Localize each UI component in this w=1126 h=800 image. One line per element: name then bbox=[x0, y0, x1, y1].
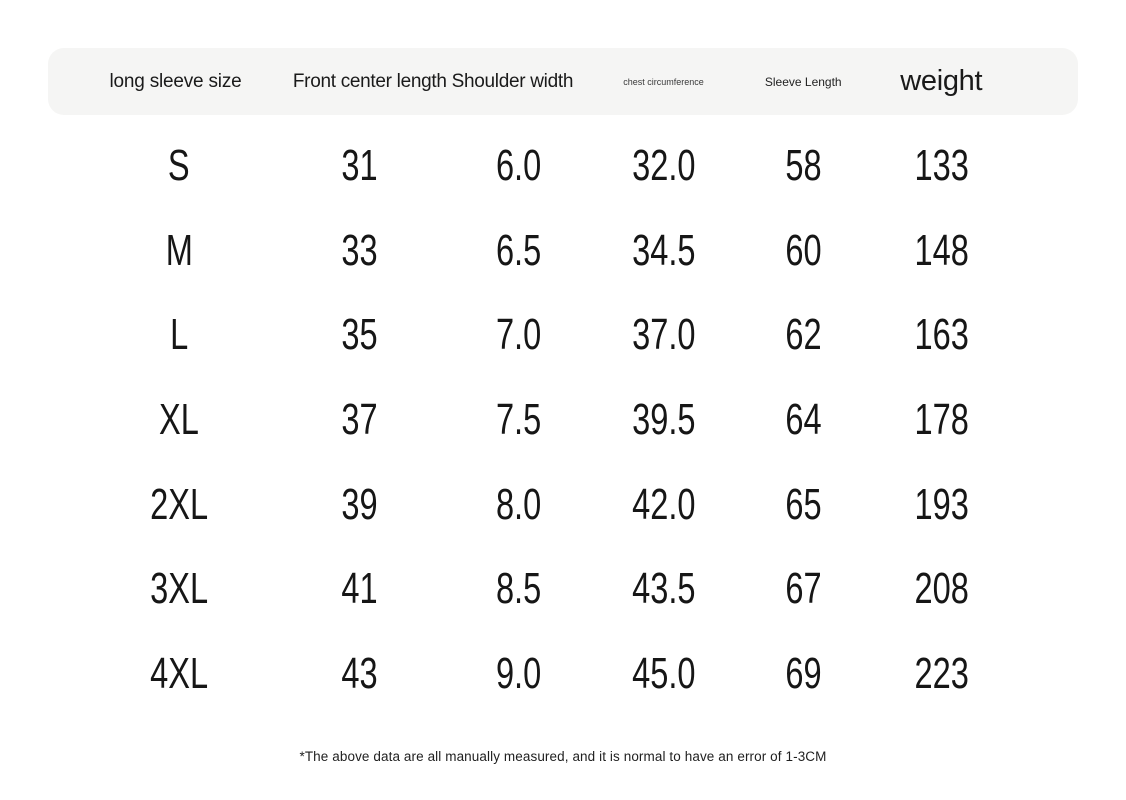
shoulder-width-cell: 8.0 bbox=[496, 479, 542, 529]
chest-circumference-cell: 34.5 bbox=[631, 225, 696, 275]
sleeve-length-cell: 69 bbox=[785, 648, 822, 698]
size-cell: 4XL bbox=[150, 648, 208, 698]
table-row bbox=[48, 293, 1078, 378]
shoulder-width-cell: 7.5 bbox=[496, 395, 542, 445]
column-header-size: long sleeve size bbox=[109, 70, 242, 92]
weight-cell: 193 bbox=[914, 479, 969, 529]
table-row bbox=[48, 462, 1078, 547]
shoulder-width-cell: 8.5 bbox=[496, 564, 542, 614]
chest-circumference-cell: 42.0 bbox=[631, 479, 696, 529]
front-center-length-cell: 41 bbox=[340, 564, 378, 614]
table-row bbox=[48, 378, 1078, 463]
table-row bbox=[48, 547, 1078, 632]
chest-circumference-cell: 37.0 bbox=[631, 310, 696, 360]
table-header-band bbox=[48, 48, 1078, 115]
size-cell: M bbox=[165, 225, 193, 275]
chest-circumference-cell: 43.5 bbox=[631, 564, 696, 614]
shoulder-width-cell: 6.5 bbox=[496, 225, 542, 275]
size-cell: L bbox=[169, 310, 189, 360]
column-header-sleeve: Sleeve Length bbox=[764, 74, 842, 89]
front-center-length-cell: 35 bbox=[340, 310, 378, 360]
weight-cell: 208 bbox=[914, 564, 969, 614]
size-cell: 2XL bbox=[150, 479, 208, 529]
chest-circumference-cell: 32.0 bbox=[631, 141, 696, 191]
column-header-chest: chest circumference bbox=[623, 76, 704, 87]
chest-circumference-cell: 39.5 bbox=[631, 395, 696, 445]
sleeve-length-cell: 60 bbox=[785, 225, 822, 275]
front-center-length-cell: 43 bbox=[340, 648, 378, 698]
chest-circumference-cell: 45.0 bbox=[631, 648, 696, 698]
table-row bbox=[48, 209, 1078, 294]
front-center-length-cell: 39 bbox=[340, 479, 378, 529]
shoulder-width-cell: 6.0 bbox=[496, 141, 542, 191]
sleeve-length-cell: 58 bbox=[785, 141, 822, 191]
size-cell: XL bbox=[159, 395, 199, 445]
front-center-length-cell: 31 bbox=[340, 141, 378, 191]
size-cell: S bbox=[168, 141, 190, 191]
shoulder-width-cell: 9.0 bbox=[496, 648, 542, 698]
sleeve-length-cell: 67 bbox=[785, 564, 822, 614]
column-header-weight: weight bbox=[900, 65, 983, 97]
table-body bbox=[48, 124, 1078, 716]
weight-cell: 133 bbox=[914, 141, 969, 191]
shoulder-width-cell: 7.0 bbox=[496, 310, 542, 360]
table-row bbox=[48, 632, 1078, 717]
sleeve-length-cell: 62 bbox=[785, 310, 822, 360]
weight-cell: 148 bbox=[914, 225, 969, 275]
front-center-length-cell: 37 bbox=[340, 395, 378, 445]
measurement-disclaimer: *The above data are all manually measured, and it is normal to have an error of 1-3CM bbox=[299, 749, 827, 764]
weight-cell: 178 bbox=[914, 395, 969, 445]
size-cell: 3XL bbox=[150, 564, 208, 614]
table-row bbox=[48, 124, 1078, 209]
sleeve-length-cell: 64 bbox=[785, 395, 822, 445]
weight-cell: 223 bbox=[914, 648, 969, 698]
column-header-front-shoulder: Front center length Shoulder width bbox=[292, 70, 574, 92]
sleeve-length-cell: 65 bbox=[785, 479, 822, 529]
weight-cell: 163 bbox=[914, 310, 969, 360]
front-center-length-cell: 33 bbox=[340, 225, 378, 275]
